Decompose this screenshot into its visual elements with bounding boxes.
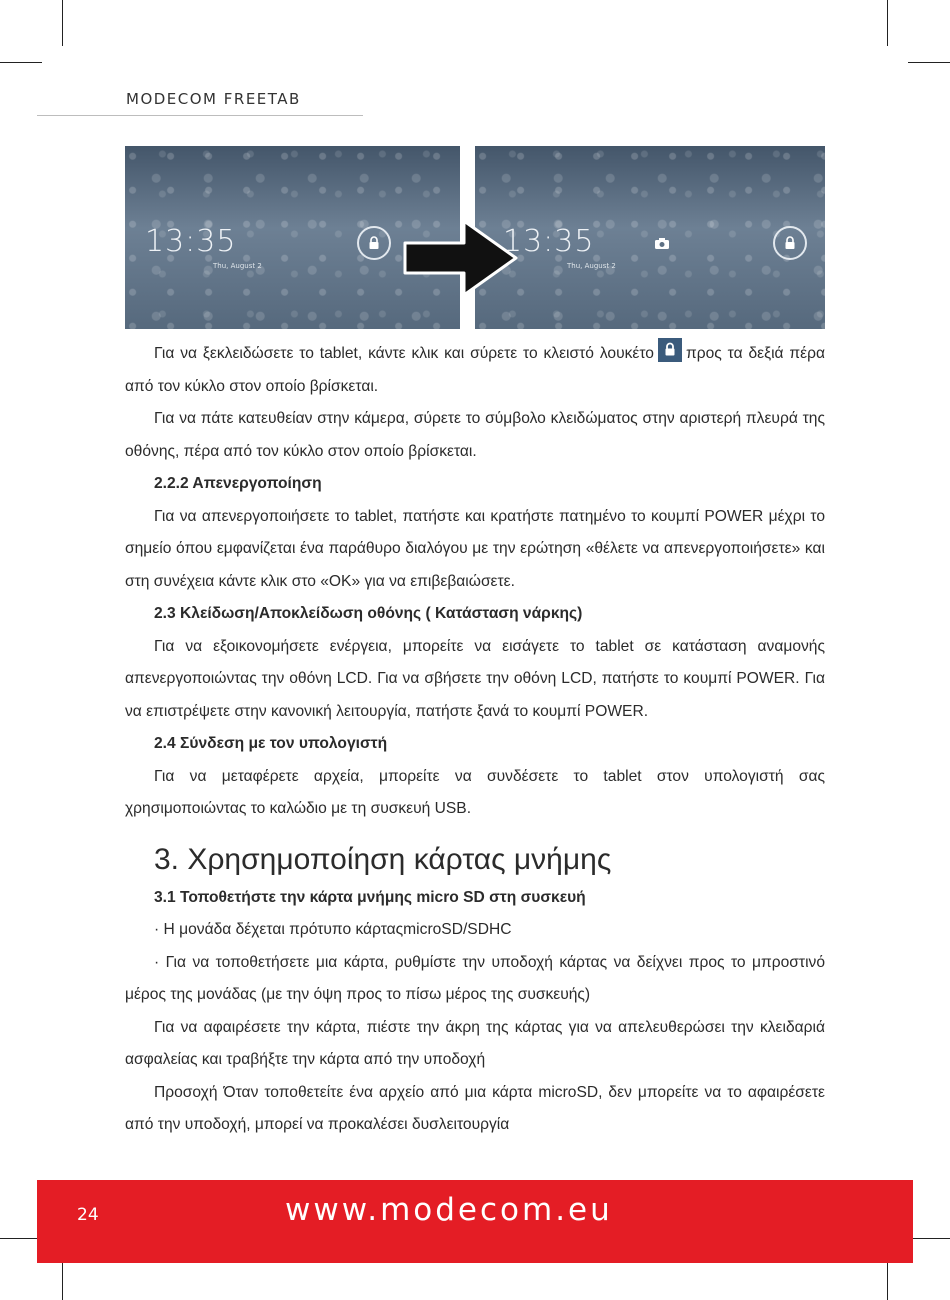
crop-mark bbox=[887, 0, 888, 46]
lock-icon bbox=[658, 338, 682, 362]
crop-mark bbox=[0, 62, 42, 63]
lock-icon bbox=[368, 236, 380, 250]
lockscreen-clock: 13:35 bbox=[145, 224, 237, 259]
header-rule bbox=[37, 115, 363, 116]
lockscreen-date: Thu, August 2 bbox=[213, 262, 262, 270]
footer-bar bbox=[37, 1180, 913, 1263]
right-arrow-icon bbox=[402, 218, 520, 298]
paragraph bbox=[125, 338, 825, 403]
crop-mark bbox=[908, 62, 950, 63]
paragraph: Για να απενεργοποιήσετε το tablet, πατήστε και κρατήστε πατημένο το κουμπί POWER μέχρι το σημείο όπου εμφανίζεται ένα παράθυρο διαλόγου με την ερώτηση «θέλετε να απενεργοποιήσετε» και στη συνέχεια κάντε κλικ στο «OK» για να επιβεβαιώσετε. bbox=[125, 507, 825, 590]
camera-icon bbox=[655, 238, 669, 249]
paragraph: Προσοχή Όταν τοποθετείτε ένα αρχείο από μια κάρτα microSD, δεν μπορείτε να το αφαιρέσετε από την υποδοχή, μπορεί να προκαλέσει δυσλειτουργία bbox=[125, 1083, 825, 1133]
footer-url: www.modecom.eu bbox=[285, 1192, 613, 1228]
running-header: MODECOM FREETAB bbox=[126, 90, 301, 108]
text-run: προς τα δεξιά πέρα από τον κύκλο στον οποίο βρίσκεται. bbox=[125, 345, 825, 395]
lockscreen-clock: 13:35 bbox=[503, 224, 595, 259]
page-number: 24 bbox=[77, 1205, 99, 1225]
lockscreen-image-right bbox=[475, 146, 825, 329]
bullet-item: · Για να τοποθετήσετε μια κάρτα, ρυθμίστε την υποδοχή κάρτας να δείχνει προς το μπροστινό μέρος της μονάδας (με την όψη προς το πίσω μέρος της συσκευής) bbox=[125, 953, 825, 1003]
crop-mark bbox=[0, 1238, 42, 1239]
section-heading: 3.1 Τοποθετήστε την κάρτα μνήμης micro SD στη συσκευή bbox=[154, 888, 586, 906]
main-text bbox=[125, 338, 825, 1142]
lockscreen-date: Thu, August 2 bbox=[567, 262, 616, 270]
unlock-ring bbox=[357, 226, 391, 260]
lock-icon bbox=[784, 236, 796, 250]
unlock-ring bbox=[773, 226, 807, 260]
paragraph: Για να εξοικονομήσετε ενέργεια, μπορείτε να εισάγετε το tablet σε κατάσταση αναμονής απενεργοποιώντας την οθόνη LCD. Για να σβήσετε την οθόνη LCD, πατήστε το κουμπί POWER. Για να επιστρέψετε στην κανονική λειτουργία, πατήστε ξανά το κουμπί POWER. bbox=[125, 637, 825, 720]
crop-mark bbox=[908, 1238, 950, 1239]
paragraph: Για να πάτε κατευθείαν στην κάμερα, σύρετε το σύμβολο κλειδώματος στην αριστερή πλευρά της οθόνης, πέρα από τον κύκλο στον οποίο βρίσκεται. bbox=[125, 410, 825, 460]
section-heading: 2.3 Κλείδωση/Αποκλείδωση οθόνης ( Κατάσταση νάρκης) bbox=[154, 605, 583, 622]
crop-mark bbox=[62, 0, 63, 46]
section-heading: 2.2.2 Απενεργοποίηση bbox=[154, 475, 322, 492]
paragraph: Για να μεταφέρετε αρχεία, μπορείτε να συνδέσετε το tablet στον υπολογιστή σας χρησιμοποιώντας το καλώδιο με τη συσκευή USB. bbox=[125, 767, 825, 817]
section-heading: 2.4 Σύνδεση με τον υπολογιστή bbox=[154, 735, 388, 752]
chapter-heading: 3. Χρησημοποίηση κάρτας μνήμης bbox=[154, 842, 612, 876]
paragraph: Για να αφαιρέσετε την κάρτα, πιέστε την άκρη της κάρτας για να απελευθερώσει την κλειδαριά ασφαλείας και τραβήξτε την κάρτα από την υποδοχή bbox=[125, 1018, 825, 1068]
text-run: Για να ξεκλειδώσετε το tablet, κάντε κλικ και σύρετε το κλειστό λουκέτο bbox=[154, 345, 654, 362]
bullet-item: · Η μονάδα δέχεται πρότυπο κάρταςmicroSD/SDHC bbox=[154, 921, 512, 938]
